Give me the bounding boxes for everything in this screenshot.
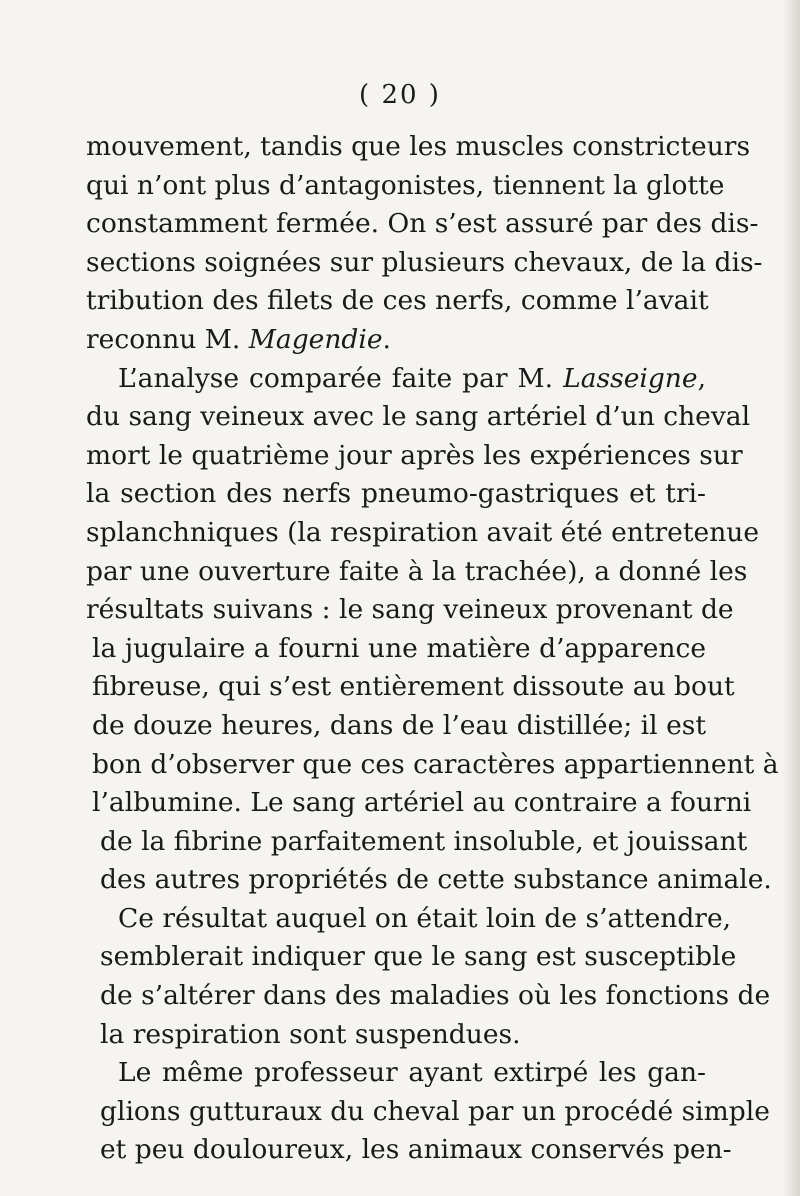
text-line (86, 321, 706, 360)
text-run: L’analyse comparée faite par M. (118, 362, 564, 394)
text-line: semblerait indiquer que le sang est susceptible (100, 941, 737, 973)
text-line: qui n’ont plus d’antagonistes, tiennent la glotte (86, 169, 725, 201)
text-line: des autres propriétés de cette substance animale. (100, 864, 772, 896)
page-edge-shadow (782, 0, 800, 1196)
text-run: reconnu M. (86, 323, 249, 355)
text-line: sections soignées sur plusieurs chevaux, de la dis- (86, 246, 763, 278)
text-line: Le même professeur ayant extirpé les gan- (118, 1057, 706, 1089)
text-line: la jugulaire a fourni une matière d’apparence (92, 632, 706, 664)
author-name-italic: Magendie (248, 323, 383, 355)
page-number: ( 20 ) (359, 80, 441, 110)
text-line: par une ouverture faite à la trachée), a donné les (86, 555, 748, 587)
text-line: l’albumine. Le sang artériel au contraire a fourni (92, 787, 752, 819)
text-line: mouvement, tandis que les muscles constricteurs (86, 131, 751, 162)
text-line: fibreuse, qui s’est entièrement dissoute au bout (92, 671, 735, 703)
text-line: et peu douloureux, les animaux conservés pen- (100, 1134, 732, 1166)
text-line: de douze heures, dans de l’eau distillée; il est (92, 709, 706, 741)
text-line: de s’altérer dans des maladies où les fonctions de (100, 980, 771, 1012)
text-line: bon d’observer que ces caractères appartiennent à (92, 748, 779, 780)
text-line: résultats suivans : le sang veineux provenant de (86, 594, 734, 626)
text-run: . (382, 323, 391, 355)
text-line: du sang veineux avec le sang artériel d’un cheval (86, 401, 751, 433)
author-name-italic: Lasseigne (563, 362, 698, 394)
text-line: glions gutturaux du cheval par un procédé simple (100, 1095, 770, 1127)
text-line: la respiration sont suspendues. (100, 1018, 521, 1050)
text-line (86, 360, 706, 399)
text-line: la section des nerfs pneumo-gastriques et tri- (86, 478, 706, 510)
text-line: Ce résultat auquel on était loin de s’attendre, (118, 902, 732, 934)
body-text (86, 128, 779, 1170)
text-line: splanchniques (la respiration avait été entretenue (86, 516, 760, 548)
text-line: tribution des filets de ces nerfs, comme l’avait (86, 285, 709, 317)
text-line: constamment fermée. On s’est assuré par des dis- (86, 208, 759, 240)
text-line: de la fibrine parfaitement insoluble, et jouissant (100, 825, 748, 857)
text-line: mort le quatrième jour après les expériences sur (86, 439, 743, 471)
text-run: , (697, 362, 706, 394)
